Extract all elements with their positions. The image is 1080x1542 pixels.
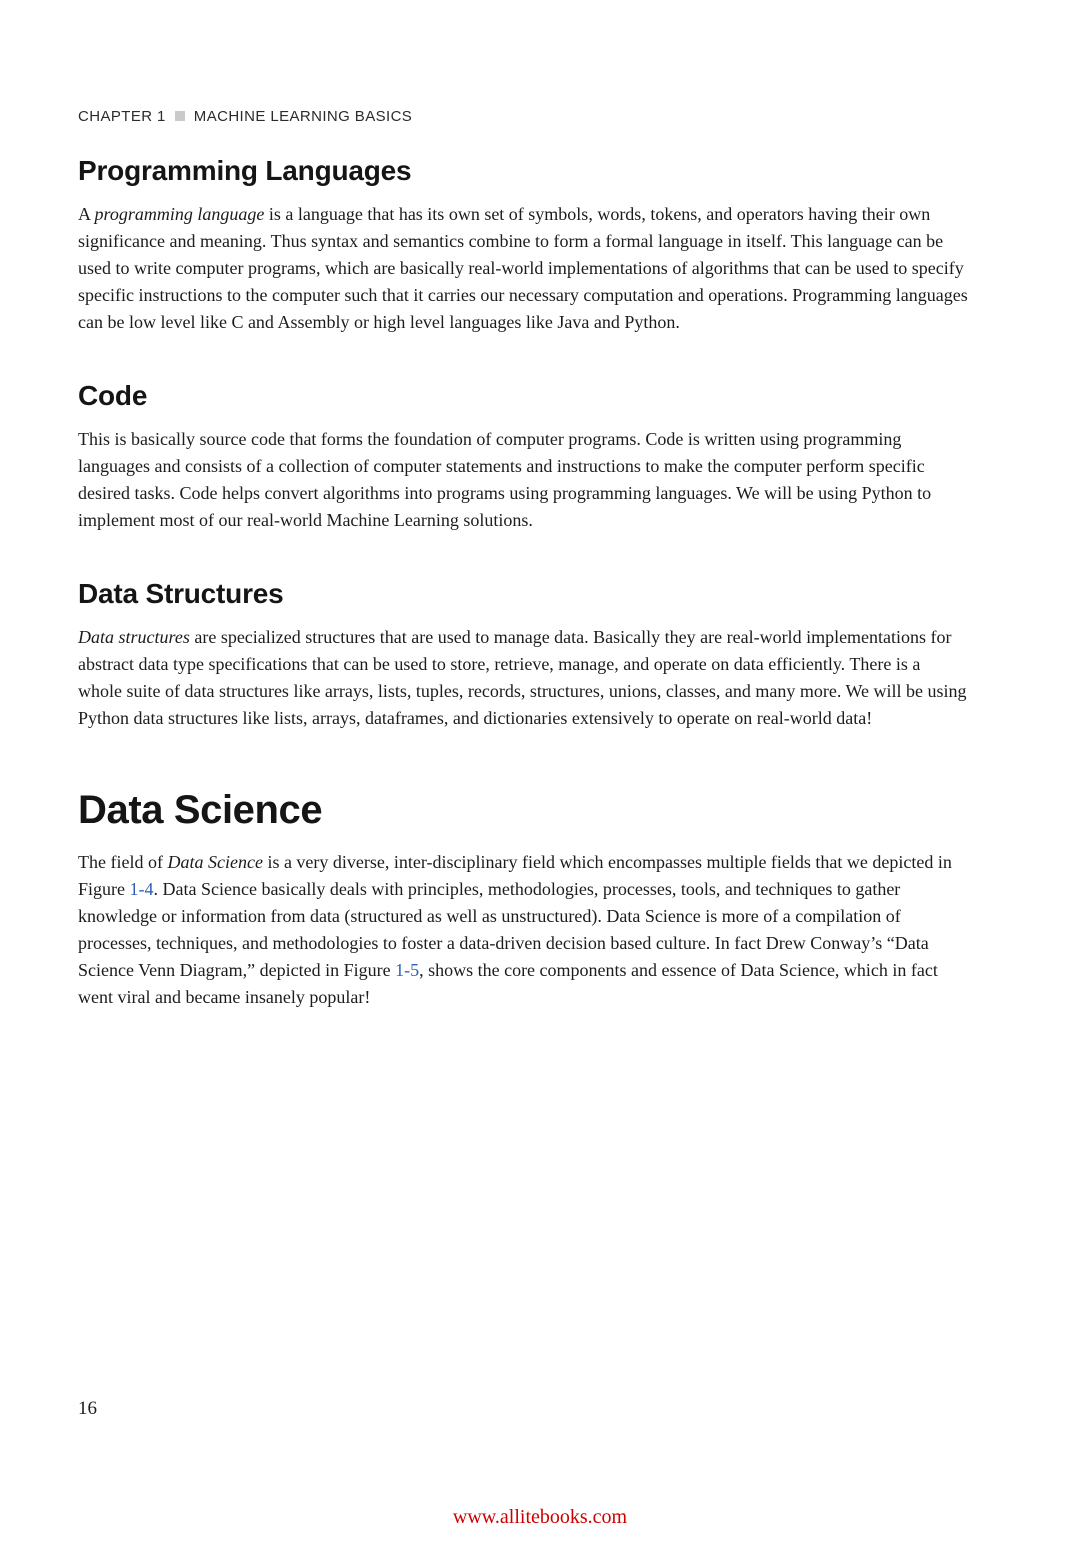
section-paragraph	[78, 624, 968, 732]
body-text: This is basically source code that forms the foundation of computer programs. Code is written using programming languages and consists of a collection of computer statements and instructions to make the computer perform specific desired tasks. Code helps convert algorithms into programs using programming languages. We will be using Python to implement most of our real-world Machine Learning solutions.	[78, 429, 932, 530]
chapter-label: CHAPTER 1	[78, 108, 166, 125]
section-heading: Programming Languages	[78, 155, 412, 186]
figure-reference-link[interactable]: 1-5	[395, 960, 420, 980]
footer-watermark-link[interactable]: www.allitebooks.com	[452, 1506, 628, 1528]
body-text: , shows the core components and essence of Data Science, which in fact went viral and became insanely popular!	[78, 960, 938, 1007]
section-paragraph	[78, 201, 968, 336]
emphasis-text: Data structures	[78, 627, 190, 647]
emphasis-text: programming language	[94, 204, 265, 224]
running-head-title: MACHINE LEARNING BASICS	[193, 108, 413, 125]
section-data-structures	[78, 578, 968, 732]
footer	[0, 1506, 1080, 1529]
body-text: are specialized structures that are used to manage data. Basically they are real-world implementations for abstract data type specifications that can be used to store, retrieve, manage, and operate on data efficiently. There is a whole suite of data structures like arrays, lists, tuples, records, structures, unions, classes, and many more. We will be using Python data structures like lists, arrays, dataframes, and dictionaries extensively to operate on real-world data!	[78, 627, 967, 728]
emphasis-text: Data Science	[167, 852, 263, 872]
body-text: The field of	[78, 852, 168, 872]
major-section-heading: Data Science	[78, 788, 323, 832]
body-text: . Data Science basically deals with principles, methodologies, processes, tools, and techniques to gather knowledge or information from data (structured as well as unstructured). Data Science is more of a compilation of processes, techniques, and methodologies to foster a data-driven decision based culture. In fact Drew Conway’s “Data Science Venn Diagram,” depicted in Figure	[78, 879, 929, 980]
body-text: is a language that has its own set of symbols, words, tokens, and operators having their own significance and meaning. Thus syntax and semantics combine to form a formal language in itself. This language can be used to write computer programs, which are basically real-world implementations of algorithms that can be used to specify specific instructions to the computer such that it carries our necessary computation and operations. Programming languages can be low level like C and Assembly or high level languages like Java and Python.	[78, 204, 968, 332]
section-paragraph	[78, 849, 968, 1011]
section-heading: Data Structures	[78, 578, 284, 609]
section-heading: Code	[78, 380, 148, 411]
body-text: is a very diverse, inter-disciplinary field which encompasses multiple fields that we depicted in Figure	[78, 852, 952, 899]
section-programming-languages	[78, 155, 968, 336]
section-paragraph	[78, 426, 968, 534]
running-head	[78, 108, 968, 125]
figure-reference-link[interactable]: 1-4	[129, 879, 154, 899]
section-data-science	[78, 788, 968, 1011]
section-code	[78, 380, 968, 534]
body-text: A	[78, 204, 95, 224]
page-number: 16	[78, 1398, 97, 1419]
square-separator-icon	[175, 111, 185, 121]
